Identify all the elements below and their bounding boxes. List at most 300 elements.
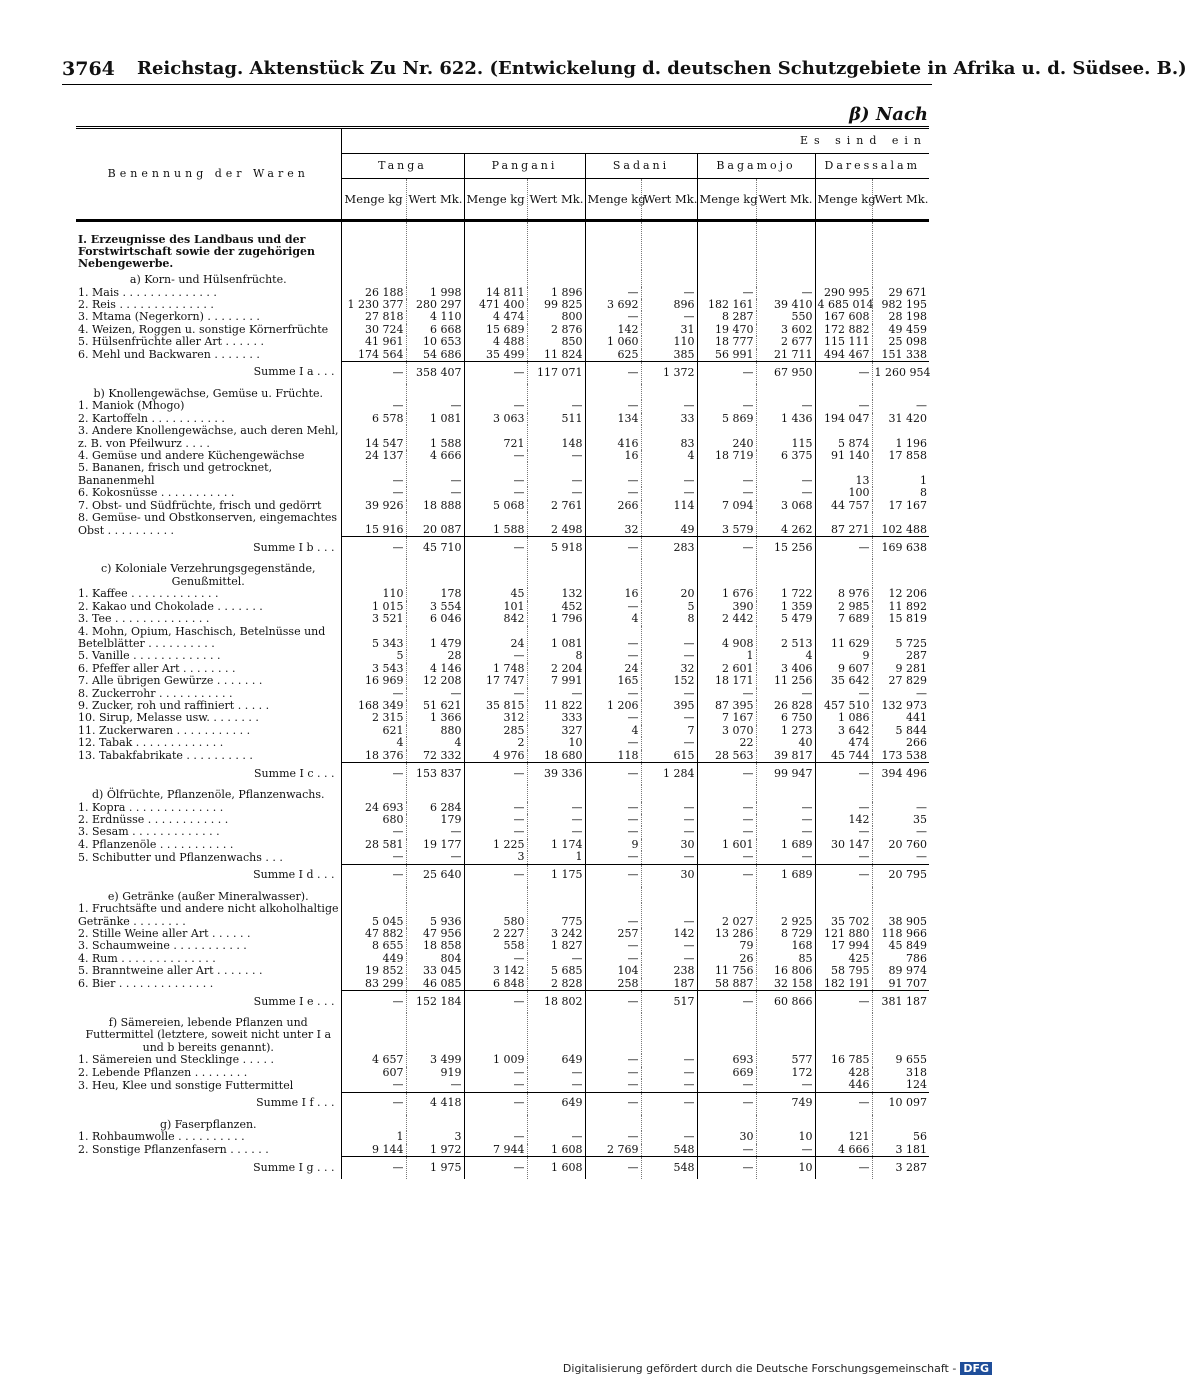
table-cell: —: [527, 814, 585, 826]
table-cell: 115: [756, 425, 815, 450]
table-cell: 1 175: [527, 864, 585, 887]
table-cell: 287: [872, 650, 929, 662]
port-header-pangani: Pangani: [464, 154, 585, 179]
table-cell: —: [697, 826, 756, 838]
table-cell: —: [641, 1067, 697, 1079]
table-cell: 8 655: [341, 940, 406, 952]
table-cell: 3: [464, 851, 527, 864]
table-cell: —: [527, 688, 585, 700]
table-cell: 56 991: [697, 349, 756, 362]
table-cell: [464, 1013, 527, 1055]
table-cell: —: [815, 1092, 872, 1115]
row-label: 3. Mtama (Negerkorn) . . . . . . . .: [78, 310, 260, 324]
row-label: 1. Kopra . . . . . . . . . . . . . .: [78, 800, 224, 814]
table-cell: 395: [641, 700, 697, 712]
table-cell: 87 271: [815, 512, 872, 537]
table-cell: 39 926: [341, 500, 406, 512]
table-cell: 238: [641, 965, 697, 977]
table-cell: [697, 384, 756, 401]
table-cell: [527, 1013, 585, 1055]
table-cell: 318: [872, 1067, 929, 1079]
table-cell: 12 206: [872, 588, 929, 600]
table-cell: —: [585, 400, 641, 412]
table-cell: 16 785: [815, 1054, 872, 1066]
table-cell: —: [341, 462, 406, 487]
sum-row: [76, 763, 929, 786]
table-cell: —: [815, 1157, 872, 1180]
table-cell: —: [872, 851, 929, 864]
table-row: [76, 1131, 929, 1143]
table-cell: 2 876: [527, 324, 585, 336]
table-cell: [641, 887, 697, 904]
table-cell: 446: [815, 1079, 872, 1092]
table-cell: 28 198: [872, 311, 929, 323]
table-cell: —: [872, 400, 929, 412]
table-cell: 1 225: [464, 839, 527, 851]
table-cell: 167 608: [815, 311, 872, 323]
table-cell: 607: [341, 1067, 406, 1079]
table-cell: 327: [527, 725, 585, 737]
table-cell: 27 829: [872, 675, 929, 687]
table-cell: 26: [697, 953, 756, 965]
table-cell: —: [464, 1131, 527, 1143]
table-cell: 152 184: [406, 990, 464, 1013]
table-cell: —: [585, 650, 641, 662]
table-cell: [872, 384, 929, 401]
row-label: 2. Kakao und Chokolade . . . . . . .: [78, 599, 263, 613]
table-cell: [697, 785, 756, 802]
sum-row: [76, 1092, 929, 1115]
table-cell: 8 287: [697, 311, 756, 323]
table-cell: 5 045: [341, 903, 406, 928]
table-cell: 1 372: [641, 361, 697, 384]
table-cell: 1 284: [641, 763, 697, 786]
table-cell: 17 747: [464, 675, 527, 687]
table-cell: 1 972: [406, 1144, 464, 1157]
row-label: 2. Reis . . . . . . . . . . . . . .: [78, 297, 214, 311]
table-cell: —: [641, 737, 697, 749]
row-label: 1. Sämereien und Stecklinge . . . . .: [78, 1053, 275, 1067]
table-cell: 1 086: [815, 712, 872, 724]
table-cell: 1 998: [406, 287, 464, 299]
row-label: c) Koloniale Verzehrungsgegenstände, Genußmittel.: [101, 562, 316, 588]
table-cell: 39 410: [756, 299, 815, 311]
table-row: [76, 965, 929, 977]
table-cell: 182 191: [815, 978, 872, 991]
table-row: [76, 425, 929, 450]
table-cell: 153 837: [406, 763, 464, 786]
table-cell: [585, 270, 641, 287]
table-cell: 9 281: [872, 663, 929, 675]
row-label: e) Getränke (außer Mineralwasser).: [107, 889, 309, 903]
table-cell: 26 188: [341, 287, 406, 299]
table-cell: [464, 559, 527, 588]
menge-header: Menge kg: [464, 179, 527, 221]
table-cell: —: [464, 537, 527, 560]
table-cell: [697, 1013, 756, 1055]
table-cell: 18 858: [406, 940, 464, 952]
page-header: [62, 52, 1187, 86]
table-cell: [406, 221, 464, 271]
table-cell: 5: [641, 601, 697, 613]
table-cell: —: [697, 990, 756, 1013]
table-cell: 10 653: [406, 336, 464, 348]
table-cell: —: [341, 1157, 406, 1180]
table-cell: 16 806: [756, 965, 815, 977]
table-cell: 15 689: [464, 324, 527, 336]
table-cell: 67 950: [756, 361, 815, 384]
table-cell: 142: [815, 814, 872, 826]
table-cell: 172: [756, 1067, 815, 1079]
table-cell: [406, 270, 464, 287]
table-cell: 494 467: [815, 349, 872, 362]
row-label: 3. Andere Knollengewächse, auch deren Mehl, z. B. von Pfeilwurz . . . .: [78, 424, 339, 450]
table-cell: 168: [756, 940, 815, 952]
table-cell: 800: [527, 311, 585, 323]
table-cell: 4 146: [406, 663, 464, 675]
table-cell: 20 795: [872, 864, 929, 887]
table-cell: 786: [872, 953, 929, 965]
row-label: 6. Bier . . . . . . . . . . . . . .: [78, 977, 214, 991]
row-label: 5. Branntweine aller Art . . . . . . .: [78, 964, 263, 978]
table-cell: —: [585, 361, 641, 384]
table-cell: 2 513: [756, 626, 815, 651]
table-cell: 680: [341, 814, 406, 826]
table-cell: —: [815, 802, 872, 814]
table-cell: —: [641, 903, 697, 928]
table-cell: 33 045: [406, 965, 464, 977]
table-row: [76, 675, 929, 687]
table-cell: [756, 221, 815, 271]
table-cell: [464, 221, 527, 271]
table-cell: —: [641, 287, 697, 299]
table-cell: 385: [641, 349, 697, 362]
table-cell: 649: [527, 1092, 585, 1115]
table-cell: 24: [585, 663, 641, 675]
table-cell: [464, 887, 527, 904]
row-label: 7. Obst- und Südfrüchte, frisch und gedörrt: [78, 498, 322, 512]
table-cell: —: [585, 1054, 641, 1066]
row-label: Summe I e . . .: [253, 994, 335, 1008]
table-cell: —: [756, 688, 815, 700]
table-cell: 4: [756, 650, 815, 662]
table-cell: —: [585, 1157, 641, 1180]
row-label: 2. Stille Weine aller Art . . . . . .: [78, 926, 251, 940]
table-cell: 39 817: [756, 750, 815, 763]
table-cell: —: [697, 1092, 756, 1115]
table-cell: 49: [641, 512, 697, 537]
table-cell: 45 849: [872, 940, 929, 952]
table-cell: 4: [585, 613, 641, 625]
table-row: [76, 1079, 929, 1092]
table-row: [76, 712, 929, 724]
table-cell: 83 299: [341, 978, 406, 991]
table-cell: 3 406: [756, 663, 815, 675]
table-cell: 56: [872, 1131, 929, 1143]
table-cell: 15 916: [341, 512, 406, 537]
row-label: 6. Kokosnüsse . . . . . . . . . . .: [78, 486, 235, 500]
menge-header: Menge kg: [697, 179, 756, 221]
table-cell: —: [641, 851, 697, 864]
table-body: [76, 221, 929, 1180]
table-cell: 3 070: [697, 725, 756, 737]
table-cell: [641, 1013, 697, 1055]
table-cell: —: [697, 462, 756, 487]
table-cell: —: [756, 487, 815, 499]
table-cell: 28: [406, 650, 464, 662]
table-cell: 1 260 954: [872, 361, 929, 384]
table-cell: [406, 384, 464, 401]
table-cell: 142: [585, 324, 641, 336]
table-cell: 8 729: [756, 928, 815, 940]
table-cell: [464, 270, 527, 287]
table-cell: —: [756, 851, 815, 864]
table-cell: 32: [641, 663, 697, 675]
table-cell: 17 858: [872, 450, 929, 462]
table-cell: —: [464, 953, 527, 965]
table-cell: —: [641, 814, 697, 826]
table-cell: —: [697, 814, 756, 826]
table-cell: [641, 221, 697, 271]
table-cell: 2 601: [697, 663, 756, 675]
table-cell: —: [527, 1067, 585, 1079]
port-header-sadani: Sadani: [585, 154, 697, 179]
table-cell: 517: [641, 990, 697, 1013]
table-cell: 168 349: [341, 700, 406, 712]
table-cell: 548: [641, 1157, 697, 1180]
table-cell: 114: [641, 500, 697, 512]
table-cell: 174 564: [341, 349, 406, 362]
table-cell: 121 880: [815, 928, 872, 940]
row-label: Summe I a . . .: [253, 365, 335, 379]
table-cell: [464, 384, 527, 401]
row-label: 3. Schaumweine . . . . . . . . . . .: [78, 939, 247, 953]
table-cell: 11 629: [815, 626, 872, 651]
section-heading-row: [76, 1115, 929, 1132]
table-cell: —: [585, 537, 641, 560]
row-label: 1. Kaffee . . . . . . . . . . . . .: [78, 587, 219, 601]
table-cell: 577: [756, 1054, 815, 1066]
table-cell: 1: [341, 1131, 406, 1143]
table-cell: —: [527, 1079, 585, 1092]
table-cell: —: [641, 650, 697, 662]
table-cell: —: [464, 450, 527, 462]
table-cell: 5 685: [527, 965, 585, 977]
table-cell: —: [464, 990, 527, 1013]
table-cell: 17 994: [815, 940, 872, 952]
table-cell: 240: [697, 425, 756, 450]
table-cell: 11 892: [872, 601, 929, 613]
table-cell: 428: [815, 1067, 872, 1079]
table-cell: 775: [527, 903, 585, 928]
table-cell: —: [697, 763, 756, 786]
sum-row: [76, 990, 929, 1013]
table-cell: [527, 559, 585, 588]
row-label: 2. Lebende Pflanzen . . . . . . . .: [78, 1065, 248, 1079]
table-cell: 33: [641, 413, 697, 425]
table-cell: —: [585, 737, 641, 749]
table-cell: [341, 559, 406, 588]
table-cell: 14 811: [464, 287, 527, 299]
wert-header: Wert Mk.: [872, 179, 929, 221]
table-cell: 25 640: [406, 864, 464, 887]
table-cell: —: [585, 1079, 641, 1092]
table-cell: 13: [815, 462, 872, 487]
table-cell: —: [815, 763, 872, 786]
table-cell: —: [406, 826, 464, 838]
table-cell: [527, 1115, 585, 1132]
sum-row: [76, 1157, 929, 1180]
table-cell: 13 286: [697, 928, 756, 940]
table-cell: —: [585, 601, 641, 613]
table-cell: —: [756, 1144, 815, 1157]
row-label: 1. Rohbaumwolle . . . . . . . . . .: [78, 1130, 245, 1144]
table-cell: —: [815, 826, 872, 838]
table-cell: 5 068: [464, 500, 527, 512]
table-cell: 3 602: [756, 324, 815, 336]
table-cell: 2 828: [527, 978, 585, 991]
table-cell: 169 638: [872, 537, 929, 560]
table-cell: 10: [756, 1157, 815, 1180]
table-cell: 15 819: [872, 613, 929, 625]
table-cell: 132: [527, 588, 585, 600]
table-cell: 39 336: [527, 763, 585, 786]
table-cell: 19 852: [341, 965, 406, 977]
table-cell: 7 944: [464, 1144, 527, 1157]
group-header: Es sind ein: [341, 128, 929, 154]
table-cell: [815, 221, 872, 271]
table-cell: 2 204: [527, 663, 585, 675]
table-cell: 6 750: [756, 712, 815, 724]
table-cell: 3 181: [872, 1144, 929, 1157]
table-cell: —: [464, 400, 527, 412]
table-cell: [815, 384, 872, 401]
table-cell: —: [406, 400, 464, 412]
table-cell: —: [872, 688, 929, 700]
table-cell: 51 621: [406, 700, 464, 712]
row-label: 1. Maniok (Mhogo): [78, 399, 185, 413]
table-cell: 7 167: [697, 712, 756, 724]
table-cell: 621: [341, 725, 406, 737]
table-cell: 1 676: [697, 588, 756, 600]
table-cell: —: [756, 287, 815, 299]
table-cell: —: [815, 851, 872, 864]
row-label: 1. Fruchtsäfte und andere nicht alkoholhaltige Getränke . . . . . . . .: [78, 902, 339, 928]
section-note: β) Nach: [849, 104, 928, 125]
row-label: 2. Kartoffeln . . . . . . . . . . .: [78, 411, 225, 425]
table-cell: —: [585, 1092, 641, 1115]
table-cell: [756, 270, 815, 287]
table-cell: 25 098: [872, 336, 929, 348]
table-cell: 117 071: [527, 361, 585, 384]
wert-header: Wert Mk.: [406, 179, 464, 221]
table-cell: —: [641, 400, 697, 412]
table-cell: 333: [527, 712, 585, 724]
row-label: I. Erzeugnisse des Landbaus und der Forstwirtschaft sowie der zugehörigen Nebengewerbe.: [78, 233, 316, 270]
table-cell: 20 760: [872, 839, 929, 851]
row-label: 5. Bananen, frisch und getrocknet, Bananenmehl: [78, 461, 273, 487]
table-row: [76, 613, 929, 625]
table-cell: 45 744: [815, 750, 872, 763]
table-cell: 87 395: [697, 700, 756, 712]
table-cell: 8: [527, 650, 585, 662]
table-cell: 416: [585, 425, 641, 450]
table-cell: —: [585, 311, 641, 323]
table-cell: 558: [464, 940, 527, 952]
row-label: d) Ölfrüchte, Pflanzenöle, Pflanzenwachs.: [92, 788, 325, 802]
table-cell: 194 047: [815, 413, 872, 425]
table-cell: 4: [406, 737, 464, 749]
menge-header: Menge kg: [815, 179, 872, 221]
table-cell: 79: [697, 940, 756, 952]
table-cell: 10 097: [872, 1092, 929, 1115]
table-cell: [872, 221, 929, 271]
table-cell: —: [341, 537, 406, 560]
footer: [563, 1362, 992, 1375]
table-cell: [585, 221, 641, 271]
table-cell: —: [815, 400, 872, 412]
table-cell: 625: [585, 349, 641, 362]
row-label: 5. Vanille . . . . . . . . . . . . .: [78, 649, 221, 663]
table-cell: 47 956: [406, 928, 464, 940]
table-cell: 2: [464, 737, 527, 749]
table-row: [76, 826, 929, 838]
table-cell: 8: [872, 487, 929, 499]
section-heading-row: [76, 221, 929, 271]
table-cell: 102 488: [872, 512, 929, 537]
table-cell: 91 140: [815, 450, 872, 462]
table-cell: [341, 384, 406, 401]
table-cell: 1 436: [756, 413, 815, 425]
table-cell: —: [406, 1079, 464, 1092]
table-cell: [756, 1115, 815, 1132]
table-cell: 54 686: [406, 349, 464, 362]
table-cell: 3 543: [341, 663, 406, 675]
table-cell: 4 418: [406, 1092, 464, 1115]
table-cell: 45 710: [406, 537, 464, 560]
table-cell: 7 991: [527, 675, 585, 687]
table-cell: 9: [585, 839, 641, 851]
table-cell: 290 995: [815, 287, 872, 299]
table-cell: 20: [641, 588, 697, 600]
table-cell: —: [341, 487, 406, 499]
table-cell: —: [527, 487, 585, 499]
table-cell: 32 158: [756, 978, 815, 991]
table-cell: 2 442: [697, 613, 756, 625]
row-label: Summe I f . . .: [256, 1096, 335, 1110]
table-cell: —: [872, 826, 929, 838]
dfg-logo: DFG: [960, 1362, 992, 1375]
table-cell: 425: [815, 953, 872, 965]
table-cell: [641, 384, 697, 401]
table-cell: —: [641, 462, 697, 487]
table-cell: 4 666: [815, 1144, 872, 1157]
row-label: 4. Weizen, Roggen u. sonstige Körnerfrüchte: [78, 322, 329, 336]
table-cell: —: [641, 802, 697, 814]
table-cell: [585, 1115, 641, 1132]
table-cell: [527, 221, 585, 271]
table-cell: 85: [756, 953, 815, 965]
table-cell: —: [641, 826, 697, 838]
table-cell: 30 147: [815, 839, 872, 851]
header-rule: [62, 84, 932, 85]
table-cell: 44 757: [815, 500, 872, 512]
table-cell: 280 297: [406, 299, 464, 311]
table-cell: 4 262: [756, 512, 815, 537]
table-cell: [406, 785, 464, 802]
table-cell: 6 578: [341, 413, 406, 425]
table-cell: —: [585, 626, 641, 651]
